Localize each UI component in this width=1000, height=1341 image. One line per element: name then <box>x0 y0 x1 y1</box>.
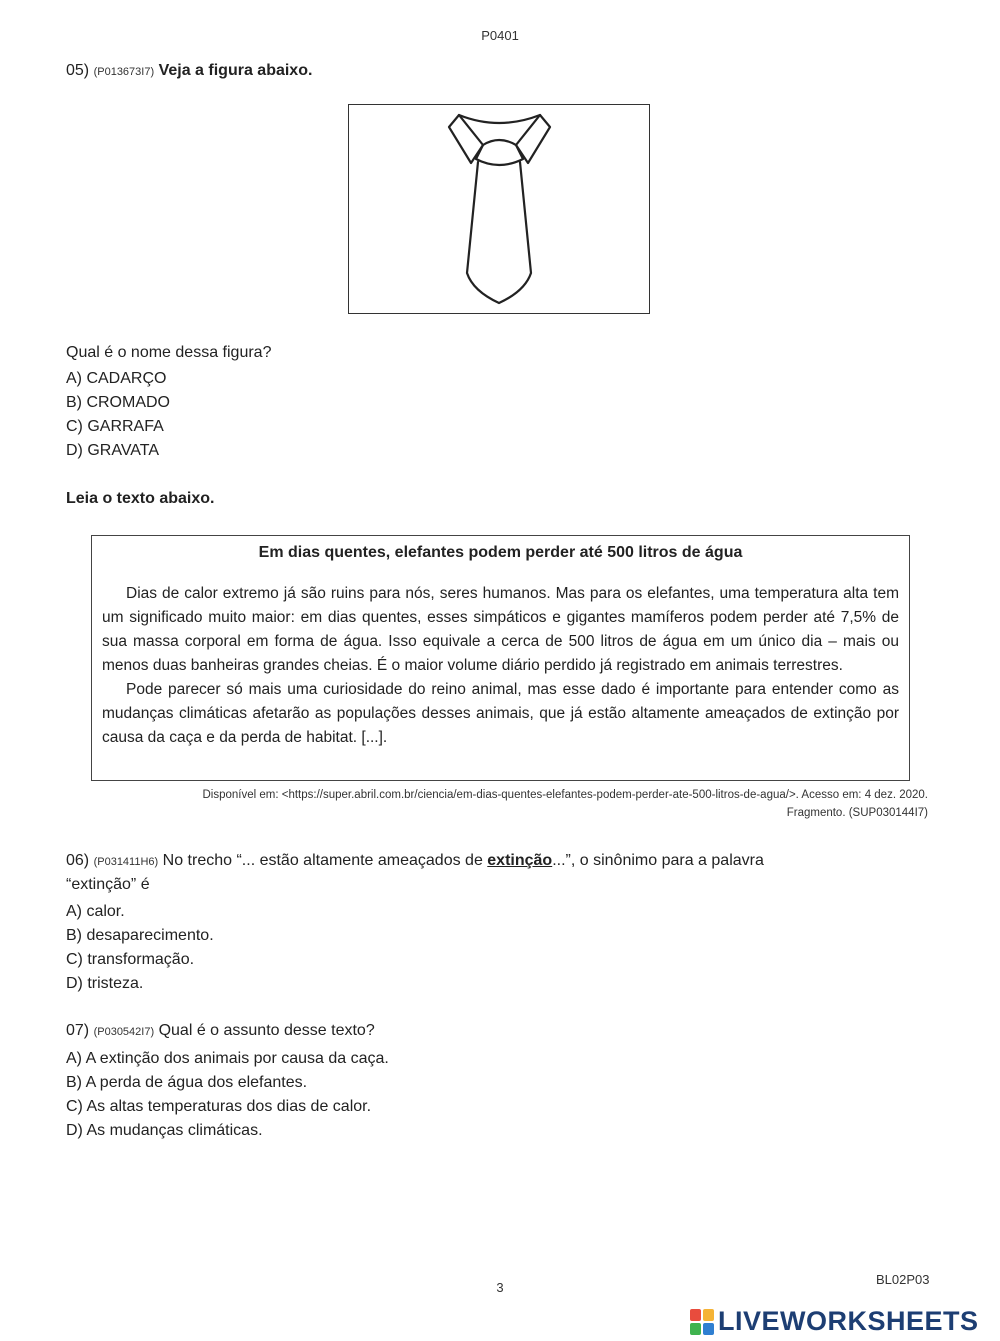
q05-title: Veja a figura abaixo. <box>158 62 313 79</box>
logo-square-green <box>690 1323 701 1335</box>
q05-option-a[interactable]: A) CADARÇO <box>66 370 167 387</box>
reading-paragraph-2: Pode parecer só mais uma curiosidade do reino animal, mas esse dado é importante para entender como as mudanças climáticas afetarão as populações desses animais, que já estão altamente ameaçados de extinção por causa da caça e da perda de habitat. [...]. <box>102 681 899 746</box>
q06-stem <box>66 850 934 873</box>
reading-text-box <box>91 535 910 781</box>
necktie-icon <box>349 105 649 313</box>
q07-heading <box>66 1020 375 1043</box>
q07-code: (P030542I7) <box>93 1026 155 1038</box>
logo-square-yellow <box>703 1309 714 1321</box>
header-code: P0401 <box>481 28 519 43</box>
q06-keyword: extinção <box>487 852 553 869</box>
logo-square-red <box>690 1309 701 1321</box>
logo-square-blue <box>703 1323 714 1335</box>
q05-question: Qual é o nome dessa figura? <box>66 344 272 361</box>
q06-stem-line2: “extinção” é <box>66 876 150 893</box>
q06-option-c[interactable]: C) transformação. <box>66 951 195 968</box>
liveworksheets-logo-icon <box>690 1309 714 1335</box>
q05-code: (P013673I7) <box>93 66 155 78</box>
liveworksheets-logo-text: LIVEWORKSHEETS <box>718 1306 979 1336</box>
q07-option-d[interactable]: D) As mudanças climáticas. <box>66 1122 263 1139</box>
q06-number: 06) <box>66 852 90 869</box>
reading-instruction: Leia o texto abaixo. <box>66 490 215 507</box>
figure-frame <box>348 104 650 314</box>
q05-option-b[interactable]: B) CROMADO <box>66 394 170 411</box>
page-number: 3 <box>496 1280 504 1295</box>
q05-option-d[interactable]: D) GRAVATA <box>66 442 160 459</box>
footer-code: BL02P03 <box>876 1272 930 1287</box>
q06-option-b[interactable]: B) desaparecimento. <box>66 927 214 944</box>
q06-option-a[interactable]: A) calor. <box>66 903 125 920</box>
q06-stem-after: ...”, o sinônimo para a palavra <box>552 852 764 869</box>
q07-question: Qual é o assunto desse texto? <box>158 1022 375 1039</box>
q05-number: 05) <box>66 62 90 79</box>
q07-option-c[interactable]: C) As altas temperaturas dos dias de calor. <box>66 1098 372 1115</box>
q05-option-c[interactable]: C) GARRAFA <box>66 418 164 435</box>
q06-stem-before: No trecho “... estão altamente ameaçados de <box>162 852 488 869</box>
q07-option-a[interactable]: A) A extinção dos animais por causa da caça. <box>66 1050 389 1067</box>
reading-source-fragment: Fragmento. (SUP030144I7) <box>786 807 928 819</box>
q07-option-b[interactable]: B) A perda de água dos elefantes. <box>66 1074 308 1091</box>
reading-source <box>60 786 928 822</box>
q05-heading <box>66 60 312 83</box>
q06-code: (P031411H6) <box>93 856 159 868</box>
reading-title: Em dias quentes, elefantes podem perder até 500 litros de água <box>258 544 743 561</box>
reading-paragraph-1: Dias de calor extremo já são ruins para nós, seres humanos. Mas para os elefantes, uma temperatura alta tem um significado muito maior: em dias quentes, esses simpáticos e gigantes mamíferos podem perder até 7,5% de sua massa corporal em forma de água. Isso equivale a cerca de 500 litros de água em um único dia – mais ou menos duas banheiras grandes cheias. É o maior volume diário perdido já registrado em animais terrestres. <box>102 585 899 674</box>
q07-number: 07) <box>66 1022 90 1039</box>
reading-source-url: Disponível em: <https://super.abril.com.br/ciencia/em-dias-quentes-elefantes-podem-perder-ate-500-litros-de-agua/>. Acesso em: 4 dez. 2020. <box>202 789 928 801</box>
q06-option-d[interactable]: D) tristeza. <box>66 975 144 992</box>
liveworksheets-logo[interactable] <box>690 1306 979 1337</box>
